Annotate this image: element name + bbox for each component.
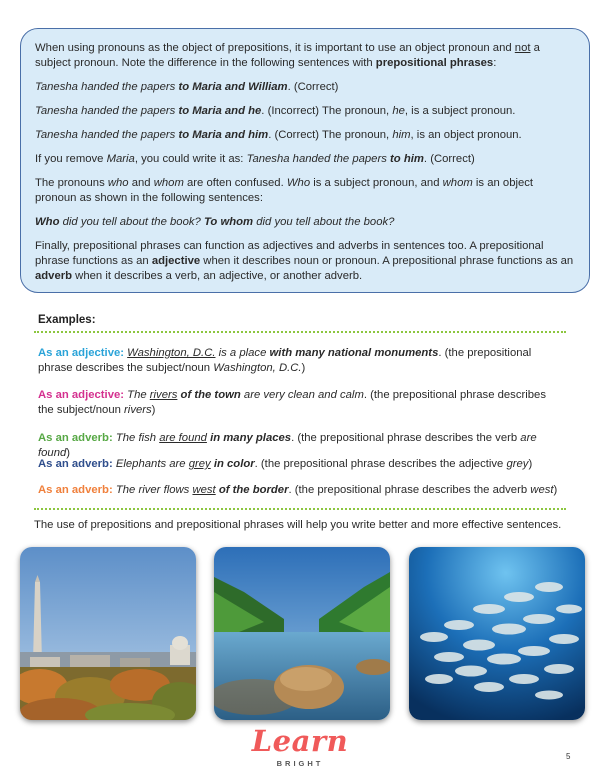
text: , you could write it as: bbox=[134, 153, 247, 165]
verb: are found bbox=[38, 432, 537, 459]
example-label: As an adverb: bbox=[38, 432, 113, 444]
info-box bbox=[20, 28, 590, 293]
phrase: To whom bbox=[203, 216, 254, 228]
info-paragraph-4 bbox=[35, 128, 575, 143]
text: Tanesha handed the papers bbox=[35, 81, 179, 93]
subject: Washington, D.C. bbox=[213, 362, 302, 374]
info-paragraph-3 bbox=[35, 104, 575, 119]
text: . (Correct) bbox=[287, 81, 339, 93]
phrase: in color bbox=[210, 458, 255, 470]
info-paragraph-6 bbox=[35, 176, 575, 206]
text: Finally, prepositional phrases can function as adjectives and adverbs in sentences too. A prepositional phrase functions as an bbox=[35, 240, 544, 267]
text: . (the prepositional phrase describes the adjective bbox=[254, 458, 507, 470]
adjective: grey bbox=[506, 458, 529, 470]
photo-river bbox=[214, 547, 390, 720]
text: The fish bbox=[115, 432, 160, 444]
closing-sentence: The use of prepositions and prepositional phrases will help you write better and more effective sentences. bbox=[34, 519, 562, 531]
info-paragraph-2 bbox=[35, 80, 575, 95]
name: Maria bbox=[106, 153, 135, 165]
page-number: 5 bbox=[566, 752, 571, 761]
learn-bright-logo bbox=[250, 722, 360, 772]
phrase: with many national monuments bbox=[269, 347, 439, 359]
text: . (Correct) bbox=[423, 153, 475, 165]
text: When using pronouns as the object of prepositions, it is important to use an object pronoun and bbox=[35, 42, 515, 54]
text: when it describes noun or pronoun. A prepositional phrase functions as an bbox=[200, 255, 574, 267]
text: is a place bbox=[215, 347, 270, 359]
word-who: who bbox=[107, 177, 129, 189]
word-whom: whom bbox=[153, 177, 184, 189]
text: . (Correct) The pronoun, bbox=[268, 129, 393, 141]
adjective: grey bbox=[188, 458, 211, 470]
text: . (the prepositional phrase describes the subject/noun bbox=[38, 347, 532, 374]
info-paragraph-1 bbox=[35, 41, 575, 71]
phrase: of the town bbox=[177, 389, 241, 401]
phrase: to Maria and he bbox=[178, 105, 262, 117]
examples-heading: Examples: bbox=[38, 314, 96, 326]
text: are often confused. bbox=[183, 177, 287, 189]
text: Tanesha handed the papers bbox=[35, 105, 179, 117]
example-5 bbox=[38, 483, 564, 498]
phrase: to Maria and him bbox=[178, 129, 269, 141]
text: ) bbox=[528, 458, 533, 470]
example-2 bbox=[38, 388, 564, 418]
text: is a subject pronoun, and bbox=[310, 177, 443, 189]
text: . (the prepositional phrase describes the verb bbox=[291, 432, 521, 444]
word-whom: whom bbox=[442, 177, 473, 189]
phrase: to him bbox=[390, 153, 424, 165]
subject: rivers bbox=[149, 389, 178, 401]
example-label: As an adverb: bbox=[38, 484, 113, 496]
emphasis-not: not bbox=[514, 42, 531, 54]
text: Elephants are bbox=[115, 458, 189, 470]
text: when it describes a verb, an adjective, or another adverb. bbox=[72, 270, 363, 282]
text: Tanesha handed the papers bbox=[35, 129, 179, 141]
pronoun: him bbox=[392, 129, 411, 141]
logo-word: Learn bbox=[251, 724, 349, 758]
phrase: of the border bbox=[215, 484, 289, 496]
text: and bbox=[128, 177, 154, 189]
info-paragraph-8 bbox=[35, 239, 575, 284]
adverb: west bbox=[192, 484, 216, 496]
word-who: Who bbox=[35, 216, 60, 228]
photo-fish bbox=[409, 547, 585, 720]
term-prepositional-phrases: prepositional phrases bbox=[375, 57, 494, 69]
text: . (Incorrect) The pronoun, bbox=[261, 105, 393, 117]
text: , is a subject pronoun. bbox=[404, 105, 516, 117]
text: a subject pronoun. Note the difference in the following sentences with bbox=[35, 42, 540, 69]
example-label: As an adjective: bbox=[38, 389, 125, 401]
washington-dc-image bbox=[20, 547, 196, 720]
word-who: Who bbox=[286, 177, 311, 189]
phrase: to Maria and William bbox=[178, 81, 288, 93]
divider-top bbox=[34, 331, 566, 333]
photo-washington-dc bbox=[20, 547, 196, 720]
text: did you tell about the book? bbox=[59, 216, 204, 228]
example-label: As an adverb: bbox=[38, 458, 113, 470]
verb: are found bbox=[159, 432, 207, 444]
text: : bbox=[493, 57, 497, 69]
text: . (the prepositional phrase describes the subject/noun bbox=[38, 389, 546, 416]
example-1 bbox=[38, 346, 564, 376]
logo-subtitle: BRIGHT bbox=[276, 759, 324, 768]
fish-school-image bbox=[409, 547, 585, 720]
example-label: As an adjective: bbox=[38, 347, 125, 359]
term-adjective: adjective bbox=[151, 255, 201, 267]
text: are very clean and calm bbox=[240, 389, 364, 401]
text: ) bbox=[301, 362, 306, 374]
text: is an object pronoun as shown in the following sentences: bbox=[35, 177, 534, 204]
example-4 bbox=[38, 457, 564, 472]
text: did you tell about the book? bbox=[253, 216, 395, 228]
text: The river flows bbox=[115, 484, 193, 496]
text: Tanesha handed the papers bbox=[246, 153, 391, 165]
info-paragraph-5 bbox=[35, 152, 575, 167]
subject: rivers bbox=[124, 404, 152, 416]
text: The pronouns bbox=[35, 177, 108, 189]
text: . (the prepositional phrase describes the adverb bbox=[288, 484, 531, 496]
text: ) bbox=[553, 484, 558, 496]
text: , is an object pronoun. bbox=[410, 129, 522, 141]
text: ) bbox=[66, 447, 71, 459]
adverb: west bbox=[530, 484, 554, 496]
text: The bbox=[127, 389, 150, 401]
subject: Washington, D.C. bbox=[127, 347, 216, 359]
divider-bottom bbox=[34, 508, 566, 510]
term-adverb: adverb bbox=[35, 270, 73, 282]
info-paragraph-7 bbox=[35, 215, 575, 230]
pronoun: he bbox=[392, 105, 405, 117]
river-image bbox=[214, 547, 390, 720]
text: If you remove bbox=[35, 153, 107, 165]
text: ) bbox=[151, 404, 156, 416]
phrase: in many places bbox=[206, 432, 292, 444]
